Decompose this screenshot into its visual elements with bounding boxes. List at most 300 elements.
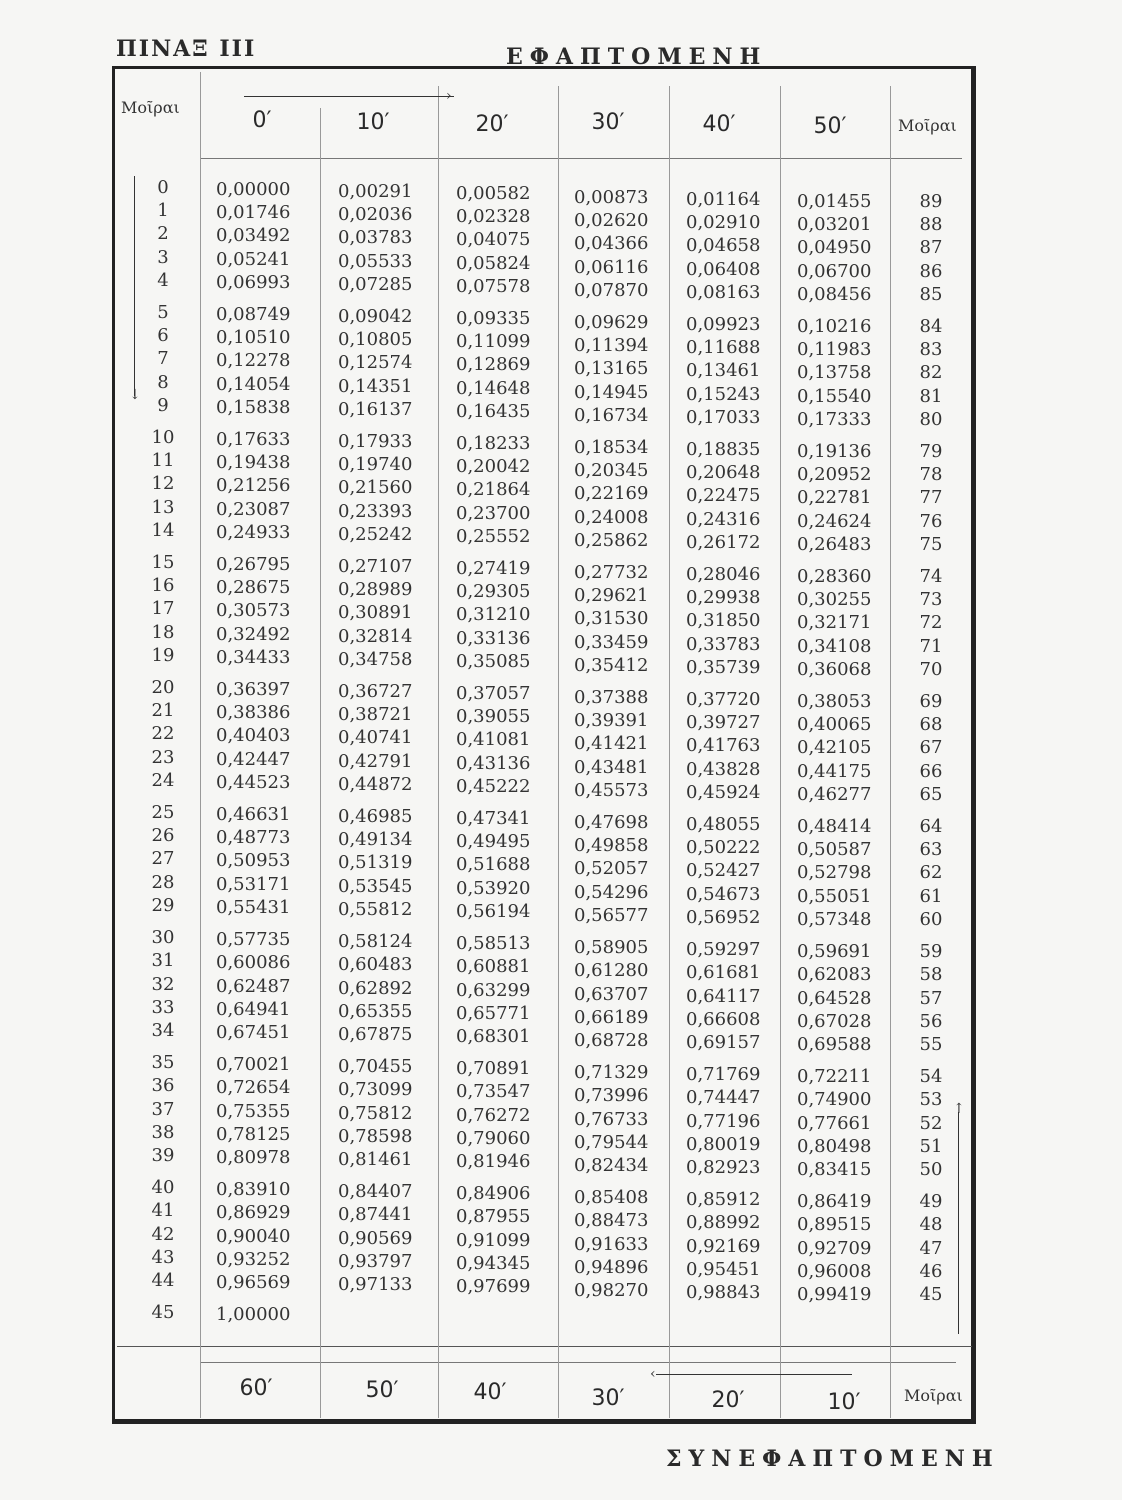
header-minutes-50: 50′ (813, 114, 847, 139)
tangent-cell: 0,15838 (216, 396, 291, 418)
tangent-cell: 0,00291 (338, 181, 413, 202)
degree-cell: 31 (151, 950, 175, 972)
tangent-cell: 0,12574 (338, 352, 413, 374)
column-rule (890, 86, 891, 1418)
degree-cell: 13 (151, 496, 175, 518)
tangent-cell: 0,09629 (574, 312, 649, 334)
tangent-cell: 0,05824 (456, 252, 531, 274)
column-rule (320, 108, 321, 1418)
footer-minutes-10: 10′ (827, 1390, 861, 1415)
tangent-cell: 0,72211 (797, 1066, 872, 1088)
tangent-cell: 0,67451 (216, 1021, 291, 1043)
tangent-cell: 0,82923 (686, 1156, 761, 1178)
header-minutes-10: 10′ (356, 110, 390, 135)
tangent-cell: 0,35412 (574, 654, 649, 676)
tangent-cell: 0,17933 (338, 431, 413, 453)
tangent-cell: 0,35739 (686, 656, 761, 678)
complement-degree-cell: 86 (919, 260, 943, 282)
header-minutes-20: 20′ (475, 112, 509, 137)
tangent-cell: 0,18835 (686, 439, 761, 461)
degree-cell: 1 (157, 200, 169, 222)
arrowhead-down-icon: ↓ (129, 387, 141, 403)
tangent-cell: 0,09335 (456, 308, 531, 330)
tangent-cell: 0,78598 (338, 1125, 413, 1147)
complement-degree-cell: 78 (919, 464, 943, 486)
degree-cell: 12 (151, 473, 175, 495)
tangent-cell: 0,10510 (216, 327, 291, 349)
tangent-cell: 0,08163 (686, 281, 761, 303)
tangent-cell: 0,88473 (574, 1210, 649, 1232)
tangent-cell: 0,65771 (456, 1002, 531, 1024)
tangent-cell: 0,07578 (456, 275, 531, 297)
tangent-cell: 0,75355 (216, 1100, 291, 1122)
degree-cell: 3 (157, 246, 169, 268)
tangent-cell: 0,06116 (574, 256, 649, 278)
tangent-cell: 0,48055 (686, 814, 761, 836)
complement-degree-cell: 60 (919, 908, 943, 930)
tangent-cell: 0,71769 (686, 1064, 761, 1086)
degree-cell: 16 (151, 575, 175, 597)
complement-degree-cell: 75 (919, 533, 943, 555)
column-rule (669, 86, 670, 1418)
tangent-cell: 0,26483 (797, 533, 872, 555)
complement-degree-cell: 56 (919, 1010, 943, 1032)
tangent-cell: 0,91633 (574, 1233, 649, 1255)
tangent-cell: 0,68301 (456, 1025, 531, 1047)
degree-cell: 24 (151, 769, 175, 791)
tangent-cell: 0,57735 (216, 929, 291, 951)
tangent-cell: 0,90040 (216, 1225, 291, 1247)
degree-cell: 34 (151, 1019, 175, 1041)
tangent-cell: 0,12278 (216, 350, 291, 372)
tangent-cell: 0,34758 (338, 648, 413, 670)
tangent-cell: 0,58513 (456, 933, 531, 955)
tangent-cell: 0,75812 (338, 1102, 413, 1124)
header-minutes-0: 0′ (252, 108, 272, 133)
tangent-cell: 0,57348 (797, 908, 872, 930)
tangent-cell: 0,25552 (456, 525, 531, 547)
tangent-cell: 0,84906 (456, 1183, 531, 1205)
complement-degree-cell: 58 (919, 964, 943, 986)
arrowhead-up-icon: ↑ (953, 1101, 965, 1117)
tangent-cell: 0,17633 (216, 429, 291, 451)
tangent-cell: 0,30255 (797, 589, 872, 611)
complement-degree-cell: 88 (919, 214, 943, 236)
complement-degree-cell: 66 (919, 760, 943, 782)
tangent-cell: 0,98270 (574, 1279, 649, 1301)
tangent-cell: 0,18233 (456, 433, 531, 455)
arrowhead-right-icon: › (446, 88, 452, 104)
degrees-label-bottom-right: Μοῖραι (904, 1386, 963, 1405)
tangent-cell: 0,88992 (686, 1212, 761, 1234)
complement-degree-cell: 79 (919, 441, 943, 463)
tangent-cell: 0,93797 (338, 1250, 413, 1272)
complement-degree-cell: 50 (919, 1158, 943, 1180)
tangent-cell: 0,37720 (686, 689, 761, 711)
tangent-cell: 0,06700 (797, 260, 872, 282)
tangent-cell: 0,42791 (338, 750, 413, 772)
tangent-cell: 0,00000 (216, 179, 291, 200)
complement-degree-cell: 89 (919, 191, 943, 212)
degree-cell: 32 (151, 973, 175, 995)
tangent-cell: 0,97133 (338, 1273, 413, 1295)
tangent-cell: 0,48773 (216, 827, 291, 849)
tangent-cell: 0,22475 (686, 485, 761, 507)
tangent-cell: 0,51688 (456, 854, 531, 876)
tangent-cell: 0,33783 (686, 633, 761, 655)
tangent-cell: 0,23087 (216, 498, 291, 520)
complement-degree-cell: 69 (919, 691, 943, 713)
tangent-cell: 0,04950 (797, 237, 872, 259)
tangent-cell: 0,24316 (686, 508, 761, 530)
tangent-cell: 0,41763 (686, 735, 761, 757)
tangent-cell: 0,02328 (456, 206, 531, 228)
degree-cell: 17 (151, 598, 175, 620)
degree-cell: 8 (157, 371, 169, 393)
arrow-left-icon (656, 1374, 852, 1375)
complement-degree-cell: 57 (919, 987, 943, 1009)
degree-cell: 30 (151, 927, 175, 949)
tangent-cell: 0,03201 (797, 214, 872, 236)
tangent-cell: 0,82434 (574, 1154, 649, 1176)
complement-degree-cell: 80 (919, 408, 943, 430)
complement-degree-cell: 48 (919, 1214, 943, 1236)
degree-cell: 29 (151, 894, 175, 916)
tangent-cell: 0,64117 (686, 985, 761, 1007)
degree-cell: 45 (151, 1302, 175, 1324)
tangent-cell: 0,24008 (574, 506, 649, 528)
tangent-cell: 0,15540 (797, 385, 872, 407)
footer-minutes-50: 50′ (365, 1378, 399, 1403)
tangent-column-50 (797, 190, 871, 1306)
complement-degree-cell: 61 (919, 885, 943, 907)
complement-degree-cell: 68 (919, 714, 943, 736)
complement-degree-cell: 76 (919, 510, 943, 532)
tangent-cell: 0,19740 (338, 454, 413, 476)
tangent-cell: 0,73996 (574, 1085, 649, 1107)
degree-cell: 18 (151, 621, 175, 643)
footer-rule (117, 1346, 972, 1347)
tangent-cell: 0,42447 (216, 748, 291, 770)
complement-degree-cell: 51 (919, 1135, 943, 1157)
degree-cell: 27 (151, 848, 175, 870)
arrowhead-left-icon: ‹ (650, 1366, 656, 1382)
footer-minutes-20: 20′ (711, 1388, 745, 1413)
tangent-cell: 0,13758 (797, 362, 872, 384)
tangent-cell: 0,13461 (686, 360, 761, 382)
tangent-cell: 0,20345 (574, 460, 649, 482)
tangent-cell: 0,61681 (686, 962, 761, 984)
tangent-cell: 0,37388 (574, 687, 649, 709)
tangent-cell: 0,56194 (456, 900, 531, 922)
tangent-cell: 0,16137 (338, 398, 413, 420)
tangent-cell: 0,43481 (574, 756, 649, 778)
tangent-column-10 (338, 180, 412, 1296)
tangent-cell: 0,08749 (216, 304, 291, 326)
tangent-column-30 (574, 186, 648, 1302)
tangent-cell: 0,03783 (338, 227, 413, 249)
degrees-column (150, 176, 176, 1324)
tangent-cell: 0,91099 (456, 1229, 531, 1251)
degree-cell: 36 (151, 1075, 175, 1097)
complement-degree-cell: 74 (919, 566, 943, 588)
complement-degree-cell: 85 (919, 283, 943, 305)
degree-cell: 0 (157, 177, 169, 198)
tangent-cell: 0,27107 (338, 556, 413, 578)
tangent-cell: 0,46985 (338, 806, 413, 828)
tangent-cell: 0,04658 (686, 235, 761, 257)
complement-degree-cell: 81 (919, 385, 943, 407)
tangent-cell: 0,43828 (686, 758, 761, 780)
tangent-cell: 0,36068 (797, 658, 872, 680)
footer-minutes-40: 40′ (473, 1380, 507, 1405)
degree-cell: 7 (157, 348, 169, 370)
tangent-cell: 0,11099 (456, 331, 531, 353)
tangent-cell: 0,52057 (574, 858, 649, 880)
tangent-cell: 0,81946 (456, 1150, 531, 1172)
complement-degree-cell: 82 (919, 362, 943, 384)
tangent-cell: 0,60483 (338, 954, 413, 976)
degree-cell: 37 (151, 1098, 175, 1120)
degree-cell: 2 (157, 223, 169, 245)
tangent-cell: 0,06993 (216, 271, 291, 293)
degree-cell: 22 (151, 723, 175, 745)
arrow-up-icon (958, 1112, 959, 1334)
tangent-cell: 0,14648 (456, 377, 531, 399)
complement-degree-cell: 62 (919, 862, 943, 884)
tangent-cell: 0,05533 (338, 250, 413, 272)
complement-degree-cell: 45 (919, 1283, 943, 1305)
tangent-cell: 0,05241 (216, 248, 291, 270)
tangent-cell: 0,39727 (686, 712, 761, 734)
tangent-cell: 0,31530 (574, 608, 649, 630)
tangent-cell: 0,18534 (574, 437, 649, 459)
complement-degree-cell: 52 (919, 1112, 943, 1134)
tangent-cell: 0,28046 (686, 564, 761, 586)
tangent-cell: 0,09923 (686, 314, 761, 336)
tangent-cell: 0,52798 (797, 862, 872, 884)
tangent-cell: 0,54673 (686, 883, 761, 905)
tangent-cell: 0,26795 (216, 554, 291, 576)
tangent-column-20 (456, 182, 530, 1298)
tangent-cell: 0,41081 (456, 729, 531, 751)
tangent-cell: 0,47341 (456, 808, 531, 830)
degree-cell: 9 (157, 394, 169, 416)
tangent-cell: 0,86419 (797, 1191, 872, 1213)
tangent-cell: 0,30573 (216, 600, 291, 622)
tangent-cell: 0,46631 (216, 804, 291, 826)
degrees-label-top-left: Μοῖραι (121, 98, 180, 117)
tangent-cell: 0,28360 (797, 566, 872, 588)
tangent-cell: 0,87955 (456, 1206, 531, 1228)
complement-degree-cell: 63 (919, 839, 943, 861)
tangent-cell: 0,04075 (456, 229, 531, 251)
complement-degree-cell: 53 (919, 1089, 943, 1111)
complement-degrees-column (914, 190, 948, 1306)
tangent-cell: 0,69157 (686, 1031, 761, 1053)
tangent-cell: 0,90569 (338, 1227, 413, 1249)
tangent-cell: 0,31850 (686, 610, 761, 632)
tangent-cell: 0,19438 (216, 452, 291, 474)
tangent-cell: 0,10805 (338, 329, 413, 351)
tangent-cell: 0,25862 (574, 529, 649, 551)
tangent-cell: 0,33459 (574, 631, 649, 653)
tangent-cell: 0,53545 (338, 875, 413, 897)
degree-cell: 43 (151, 1246, 175, 1268)
tangent-cell: 0,28989 (338, 579, 413, 601)
tangent-cell: 0,59297 (686, 939, 761, 961)
tangent-cell: 0,20952 (797, 464, 872, 486)
complement-degree-cell: 59 (919, 941, 943, 963)
tangent-cell: 0,32814 (338, 625, 413, 647)
tangent-cell: 0,70891 (456, 1058, 531, 1080)
tangent-cell: 0,32492 (216, 623, 291, 645)
tangent-cell: 0,62083 (797, 964, 872, 986)
tangent-cell: 0,39055 (456, 706, 531, 728)
tangent-column-0 (216, 178, 290, 1326)
tangent-cell: 0,94345 (456, 1252, 531, 1274)
tangent-cell: 0,49858 (574, 835, 649, 857)
complement-degree-cell: 64 (919, 816, 943, 838)
table-title-cotangent: ΣΥΝΕΦΑΠΤΟΜΕΝΗ (666, 1446, 1000, 1472)
complement-degree-cell: 83 (919, 339, 943, 361)
degree-cell: 39 (151, 1144, 175, 1166)
tangent-cell: 0,79544 (574, 1131, 649, 1153)
tangent-cell: 0,36397 (216, 679, 291, 701)
tangent-cell: 0,55051 (797, 885, 872, 907)
tangent-cell: 0,39391 (574, 710, 649, 732)
tangent-cell: 0,78125 (216, 1123, 291, 1145)
tangent-cell: 0,55812 (338, 898, 413, 920)
tangent-cell: 0,80978 (216, 1146, 291, 1168)
tangent-cell: 0,02620 (574, 210, 649, 232)
tangent-cell: 0,71329 (574, 1062, 649, 1084)
tangent-column-40 (686, 188, 760, 1304)
tangent-cell: 0,80498 (797, 1135, 872, 1157)
tangent-cell: 0,92709 (797, 1237, 872, 1259)
degree-cell: 21 (151, 700, 175, 722)
tangent-cell: 0,35085 (456, 650, 531, 672)
tangent-cell: 0,32171 (797, 612, 872, 634)
tangent-cell: 0,96569 (216, 1271, 291, 1293)
tangent-cell: 0,76733 (574, 1108, 649, 1130)
tangent-cell: 0,31210 (456, 604, 531, 626)
tangent-cell: 0,28675 (216, 577, 291, 599)
degree-cell: 38 (151, 1121, 175, 1143)
degree-cell: 41 (151, 1200, 175, 1222)
tangent-cell: 0,17033 (686, 406, 761, 428)
column-rule (558, 86, 559, 1418)
tangent-cell: 0,00582 (456, 183, 531, 204)
tangent-cell: 0,03492 (216, 225, 291, 247)
tangent-cell: 0,48414 (797, 816, 872, 838)
tangent-cell: 0,72654 (216, 1077, 291, 1099)
tangent-cell: 0,44872 (338, 773, 413, 795)
complement-degree-cell: 73 (919, 589, 943, 611)
tangent-cell: 0,25242 (338, 523, 413, 545)
tangent-cell: 0,83415 (797, 1158, 872, 1180)
tangent-cell: 0,97699 (456, 1275, 531, 1297)
complement-degree-cell: 71 (919, 635, 943, 657)
tangent-cell: 0,44175 (797, 760, 872, 782)
tangent-cell: 0,56952 (686, 906, 761, 928)
tangent-cell: 0,17333 (797, 408, 872, 430)
tangent-cell: 0,58124 (338, 931, 413, 953)
footer-minutes-60: 60′ (239, 1376, 273, 1401)
tangent-cell: 0,11688 (686, 337, 761, 359)
tangent-cell: 0,16435 (456, 400, 531, 422)
tangent-cell: 0,41421 (574, 733, 649, 755)
tangent-cell: 0,11394 (574, 335, 649, 357)
tangent-cell: 0,63707 (574, 983, 649, 1005)
tangent-cell: 0,52427 (686, 860, 761, 882)
tangent-cell: 0,08456 (797, 283, 872, 305)
degree-cell: 5 (157, 302, 169, 324)
complement-degree-cell: 87 (919, 237, 943, 259)
tangent-cell: 0,38721 (338, 704, 413, 726)
tangent-cell: 0,70021 (216, 1054, 291, 1076)
degree-cell: 23 (151, 746, 175, 768)
tangent-cell: 0,64941 (216, 998, 291, 1020)
tangent-cell: 0,26172 (686, 531, 761, 553)
tangent-cell: 0,65355 (338, 1000, 413, 1022)
tangent-cell: 0,83910 (216, 1179, 291, 1201)
tangent-cell: 0,02036 (338, 204, 413, 226)
tangent-cell: 0,84407 (338, 1181, 413, 1203)
tangent-cell: 0,40741 (338, 727, 413, 749)
tangent-cell: 0,81461 (338, 1148, 413, 1170)
tangent-cell: 0,47698 (574, 812, 649, 834)
tangent-cell: 0,98843 (686, 1281, 761, 1303)
degree-cell: 33 (151, 996, 175, 1018)
tangent-cell: 0,27419 (456, 558, 531, 580)
tangent-cell: 0,50587 (797, 839, 872, 861)
tangent-cell: 0,21256 (216, 475, 291, 497)
degree-cell: 20 (151, 677, 175, 699)
tangent-cell: 0,42105 (797, 737, 872, 759)
tangent-cell: 0,51319 (338, 852, 413, 874)
tangent-cell: 0,06408 (686, 258, 761, 280)
tangent-cell: 0,36727 (338, 681, 413, 703)
tangent-cell: 0,53920 (456, 877, 531, 899)
arrow-down-icon (134, 176, 135, 396)
tangent-cell: 0,45573 (574, 779, 649, 801)
tangent-cell: 0,01455 (797, 191, 872, 212)
tangent-cell: 0,30891 (338, 602, 413, 624)
tangent-cell: 0,22781 (797, 487, 872, 509)
tangent-cell: 0,54296 (574, 881, 649, 903)
tangent-cell: 0,23393 (338, 500, 413, 522)
tangent-cell: 0,37057 (456, 683, 531, 705)
tangent-cell: 0,64528 (797, 987, 872, 1009)
tangent-cell: 0,74447 (686, 1087, 761, 1109)
tangent-cell: 0,60881 (456, 956, 531, 978)
tangent-cell: 0,50222 (686, 837, 761, 859)
tangent-cell: 0,50953 (216, 850, 291, 872)
degree-cell: 6 (157, 325, 169, 347)
tangent-cell: 0,49134 (338, 829, 413, 851)
table-number: ΠΙΝΑΞ III (116, 36, 257, 62)
tangent-cell: 0,19136 (797, 441, 872, 463)
complement-degree-cell: 46 (919, 1260, 943, 1282)
tangent-cell: 0,85408 (574, 1187, 649, 1209)
tangent-cell: 0,11983 (797, 339, 872, 361)
tangent-cell: 0,94896 (574, 1256, 649, 1278)
tangent-cell: 0,00873 (574, 187, 649, 208)
tangent-cell: 0,45222 (456, 775, 531, 797)
tangent-cell: 0,14054 (216, 373, 291, 395)
degree-cell: 19 (151, 644, 175, 666)
